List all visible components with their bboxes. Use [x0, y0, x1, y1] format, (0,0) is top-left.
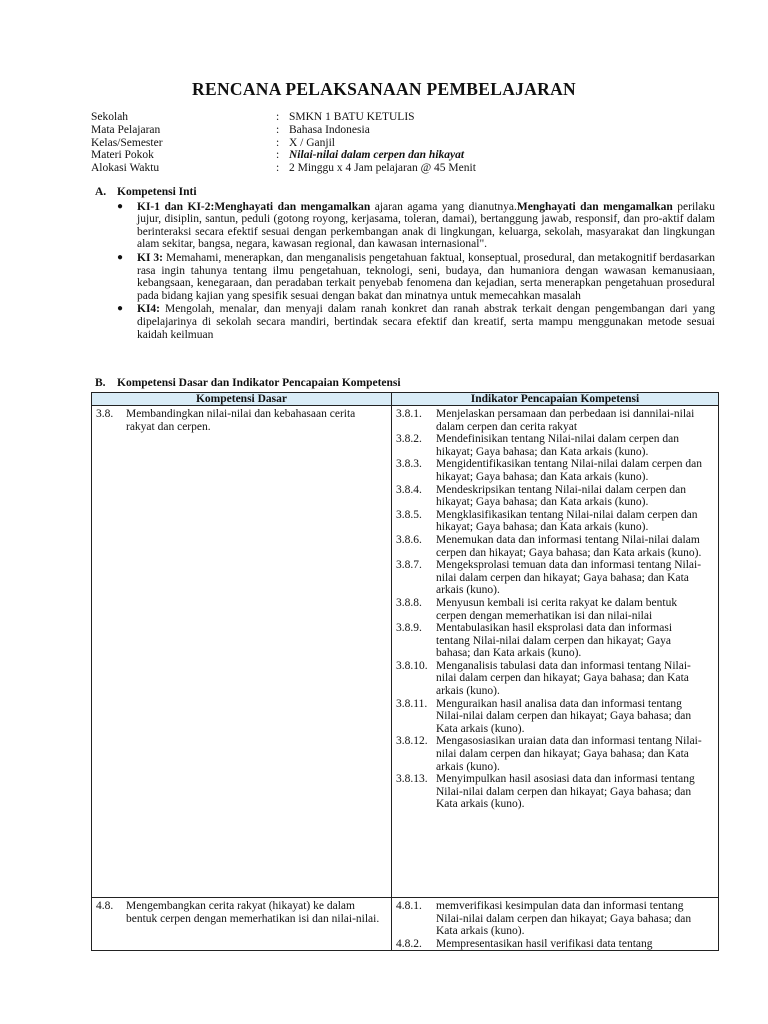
- section-b-heading: [95, 377, 715, 390]
- identity-block: [91, 111, 691, 175]
- meta-value: X / Ganjil: [289, 136, 335, 149]
- ki-text: Memahami, menerapkan, dan menganalisis pengetahuan faktual, konseptual, prosedural, dan metakognitif berdasarkan rasa ingin tahunya tentang ilmu pengetahuan, teknologi, seni, budaya, dan humaniora dengan wawasan kemanusiaan, kebangsaan, kenegaraan, dan peradaban terkait penyebab fenomena dan kejadian, serta menerapkan pengetahuan prosedural pada bidang kajian yang spesifik sesuai dengan bakat dan minatnya untuk memecahkan masalah: [137, 251, 715, 302]
- indicator-item: [392, 773, 718, 811]
- indicator-text: Mendefinisikan tentang Nilai-nilai dalam cerpen dan hikayat; Gaya bahasa; dan Kata arkais (kuno).: [436, 433, 680, 458]
- kd-code: 3.8.: [96, 408, 114, 420]
- indicator-cell: [392, 898, 719, 951]
- meta-value: Bahasa Indonesia: [289, 123, 370, 136]
- indicator-code: 3.8.12.: [396, 735, 428, 748]
- meta-label: Kelas/Semester: [91, 136, 163, 149]
- indicator-text: Mengklasifikasikan tentang Nilai-nilai dalam cerpen dan hikayat; Gaya bahasa; dan Kata arkais (kuno).: [436, 508, 698, 534]
- indicator-text: Menganalisis tabulasi data dan informasi tentang Nilai-nilai dalam cerpen dan hikayat; Gaya bahasa; dan Kata arkais (kuno).: [436, 659, 691, 698]
- indicator-text: Mentabulasikan hasil eksprolasi data dan informasi tentang Nilai-nilai dalam cerpen dan hikayat; Gaya bahasa; dan Kata arkais (kuno).: [436, 622, 673, 660]
- indicator-item: [392, 559, 718, 597]
- indicator-code: 4.8.1.: [396, 900, 422, 912]
- ki-lead: KI4:: [137, 303, 160, 316]
- indicator-text: Menyusun kembali isi cerita rakyat ke dalam bentuk cerpen dengan memerhatikan isi dan nilai-nilai: [436, 596, 678, 622]
- meta-value: 2 Minggu x 4 Jam pelajaran @ 45 Menit: [289, 162, 476, 175]
- table-row: [92, 406, 719, 898]
- kd-cell: [92, 898, 392, 951]
- indicator-code: 3.8.7.: [396, 559, 422, 572]
- indicator-text: Mengeksprolasi temuan data dan informasi tentang Nilai-nilai dalam cerpen dan hikayat; Gaya bahasa; dan Kata arkais (kuno).: [436, 559, 702, 597]
- indicator-item: [392, 534, 718, 559]
- indicator-text: memverifikasi kesimpulan data dan informasi tentang Nilai-nilai dalam cerpen dan hikayat; Gaya bahasa; dan Kata arkais (kuno).: [436, 900, 692, 938]
- indicator-item: [392, 698, 718, 736]
- indicator-item: [392, 938, 718, 951]
- indicator-item: [392, 735, 718, 773]
- indicator-item: [392, 660, 718, 698]
- indicator-text: Menguraikan hasil analisa data dan informasi tentang Nilai-nilai dalam cerpen dan hikayat; Gaya bahasa; dan Kata arkais (kuno).: [436, 697, 692, 735]
- ki-lead-2: Menghayati dan mengamalkan: [516, 200, 673, 213]
- indicator-item: [392, 458, 718, 483]
- table-header-row: [92, 393, 719, 406]
- indicator-code: 3.8.9.: [396, 622, 422, 635]
- indicator-item: [392, 433, 718, 458]
- meta-label: Mata Pelajaran: [91, 123, 161, 136]
- document-title: RENCANA PELAKSANAAN PEMBELAJARAN: [192, 79, 576, 99]
- table-row: [92, 898, 719, 951]
- meta-row-time: [91, 162, 691, 175]
- ki-item-4: [95, 303, 715, 341]
- column-header: Kompetensi Dasar: [92, 393, 392, 406]
- indicator-code: 3.8.13.: [396, 773, 428, 786]
- ki-item-3: [95, 252, 715, 302]
- bullet-icon: ●: [117, 303, 124, 315]
- indicator-code: 3.8.2.: [396, 433, 422, 446]
- meta-row-topic: [91, 149, 691, 162]
- meta-label: Alokasi Waktu: [91, 162, 160, 175]
- bullet-icon: ●: [117, 200, 124, 212]
- ki-lead: KI 3:: [137, 251, 164, 264]
- indicator-item: [392, 597, 718, 622]
- indicator-code: 3.8.5.: [396, 508, 422, 521]
- indicator-text: Mengidentifikasikan tentang Nilai-nilai dalam cerpen dan hikayat; Gaya bahasa; dan Kata arkais (kuno).: [436, 458, 703, 483]
- indicator-code: 3.8.8.: [396, 596, 422, 609]
- indicator-item: [392, 484, 718, 509]
- meta-colon: :: [276, 162, 280, 175]
- ki-text-2: perilaku jujur, disiplin, santun, peduli (gotong royong, kerjasama, toleran, damai), bertanggung jawab, responsif, dan pro-aktif dalam berinteraksi secara efektif sesuai dengan perkembangan anak di lingkungan, keluarga, sekolah, masyarakat dan lingkungan alam sekitar, bangsa, negara, kawasan regional, dan kawasan internasional".: [137, 200, 715, 251]
- meta-colon: :: [276, 136, 280, 149]
- meta-row-subject: [91, 124, 691, 137]
- indicator-code: 3.8.10.: [396, 659, 428, 672]
- ki-item-1-2: [95, 201, 715, 251]
- indicator-item: [392, 898, 718, 938]
- section-core-competence: [95, 186, 715, 341]
- meta-colon: :: [276, 111, 280, 123]
- ki-list: [95, 201, 715, 342]
- section-title: Kompetensi Dasar dan Indikator Pencapaian Kompetensi: [117, 377, 401, 389]
- kd-code: 4.8.: [96, 900, 114, 912]
- meta-row-class: [91, 137, 691, 150]
- section-a-heading: [95, 186, 715, 199]
- kd-cell: [92, 406, 392, 898]
- indicator-text: Menyimpulkan hasil asosiasi data dan informasi tentang Nilai-nilai dalam cerpen dan hikayat; Gaya bahasa; dan Kata arkais (kuno).: [436, 773, 695, 811]
- kd-text: Membandingkan nilai-nilai dan kebahasaan cerita rakyat dan cerpen.: [126, 408, 356, 433]
- indicator-text: Menjelaskan persamaan dan perbedaan isi dannilai-nilai dalam cerpen dan cerita rakyat: [436, 408, 695, 433]
- ki-text: Mengolah, menalar, dan menyaji dalam ranah konkret dan ranah abstrak terkait dengan pengembangan dari yang dipelajarinya di sekolah secara mandiri, bertindak secara efektif dan kreatif, serta mampu menggunakan metode sesuai kaidah keilmuan: [137, 303, 715, 341]
- meta-value: SMKN 1 BATU KETULIS: [289, 111, 415, 123]
- indicator-code: 3.8.6.: [396, 533, 422, 546]
- indicator-text: Mempresentasikan hasil verifikasi data tentang: [436, 937, 653, 950]
- indicator-code: 3.8.3.: [396, 458, 422, 471]
- indicator-code: 3.8.11.: [396, 697, 428, 710]
- indicator-text: Mengasosiasikan uraian data dan informasi tentang Nilai-nilai dalam cerpen dan hikayat; Gaya bahasa; dan Kata arkais (kuno).: [436, 735, 702, 773]
- ki-lead: KI-1 dan KI-2:Menghayati dan mengamalkan: [137, 200, 371, 213]
- bullet-icon: ●: [117, 251, 124, 263]
- meta-label: Materi Pokok: [91, 149, 154, 162]
- competence-table: [91, 392, 719, 951]
- indicator-code: 4.8.2.: [396, 937, 422, 950]
- ki-text: ajaran agama yang dianutnya.: [370, 200, 517, 213]
- meta-label: Sekolah: [91, 111, 129, 123]
- kd-text: Mengembangkan cerita rakyat (hikayat) ke dalam bentuk cerpen dengan memerhatikan isi dan nilai-nilai.: [126, 900, 380, 925]
- indicator-item: [392, 622, 718, 660]
- meta-colon: :: [276, 123, 280, 136]
- indicator-item: [392, 509, 718, 534]
- indicator-text: Menemukan data dan informasi tentang Nilai-nilai dalam cerpen dan hikayat; Gaya bahasa; dan Kata arkais (kuno).: [436, 533, 702, 559]
- indicator-cell: [392, 406, 719, 898]
- indicator-code: 3.8.1.: [396, 408, 422, 420]
- column-header: Indikator Pencapaian Kompetensi: [392, 393, 719, 406]
- section-title: Kompetensi Inti: [117, 186, 197, 198]
- meta-value: Nilai-nilai dalam cerpen dan hikayat: [289, 149, 465, 162]
- meta-colon: :: [276, 149, 280, 162]
- meta-row-school: [91, 111, 691, 124]
- indicator-code: 3.8.4.: [396, 483, 422, 496]
- indicator-text: Mendeskripsikan tentang Nilai-nilai dalam cerpen dan hikayat; Gaya bahasa; dan Kata arkais (kuno).: [436, 483, 687, 509]
- indicator-item: [392, 406, 718, 433]
- section-letter: B.: [95, 377, 106, 389]
- section-letter: A.: [95, 186, 107, 198]
